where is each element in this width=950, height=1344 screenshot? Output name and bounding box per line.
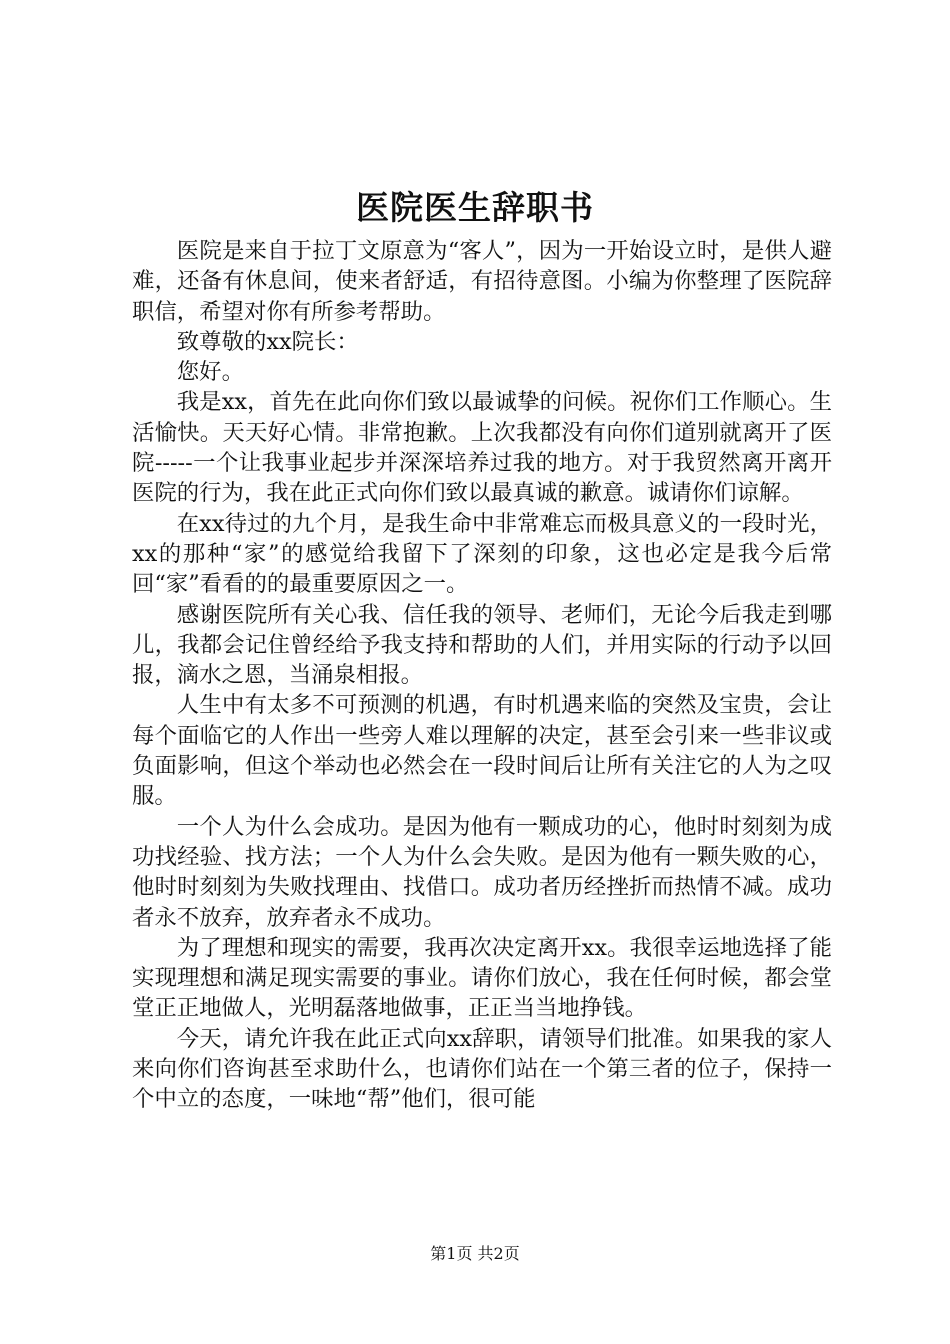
paragraph: 我是xx，首先在此向你们致以最诚挚的问候。祝你们工作顺心。生活愉快。天天好心情。非常抱歉。上次我都没有向你们道别就离开了医院-----一个让我事业起步并深深培养过我的地方。对于我贸然离开离开医院的行为，我在此正式向你们致以最真诚的歉意。诚请你们谅解。: [132, 389, 832, 507]
document-body: [132, 236, 832, 1115]
paragraph-intro: 医院是来自于拉丁文原意为“客人”，因为一开始设立时，是供人避难，还备有休息间，使来者舒适，有招待意图。小编为你整理了医院辞职信，希望对你有所参考帮助。: [132, 238, 832, 325]
paragraph: 在xx待过的九个月，是我生命中非常难忘而极具意义的一段时光，xx的那种“家”的感觉给我留下了深刻的印象，这也必定是我今后常回“家”看看的的最重要原因之一。: [132, 510, 832, 598]
page-number-footer: 第1页 共2页: [430, 1244, 520, 1263]
paragraph: 一个人为什么会成功。是因为他有一颗成功的心，他时时刻刻为成功找经验、找方法；一个人为什么会失败。是因为他有一颗失败的心，他时时刻刻为失败找理由、找借口。成功者历经挫折而热情不减。成功者永不放弃，放弃者永不成功。: [132, 813, 832, 931]
paragraph: 为了理想和现实的需要，我再次决定离开xx。我很幸运地选择了能实现理想和满足现实需要的事业。请你们放心，我在任何时候，都会堂堂正正地做人，光明磊落地做事，正正当当地挣钱。: [132, 934, 832, 1022]
paragraph: 今天，请允许我在此正式向xx辞职，请领导们批准。如果我的家人来向你们咨询甚至求助什么，也请你们站在一个第三者的位子，保持一个中立的态度，一味地“帮”他们，很可能: [132, 1025, 832, 1113]
paragraph: 感谢医院所有关心我、信任我的领导、老师们，无论今后我走到哪儿，我都会记住曾经给予我支持和帮助的人们，并用实际的行动予以回报，滴水之恩，当涌泉相报。: [132, 601, 832, 689]
paragraph: 人生中有太多不可预测的机遇，有时机遇来临的突然及宝贵，会让每个面临它的人作出一些旁人难以理解的决定，甚至会引来一些非议或负面影响，但这个举动也必然会在一段时间后让所有关注它的人为之叹服。: [132, 692, 832, 810]
paragraph-greeting: 您好。: [176, 359, 244, 386]
paragraph-salutation: 致尊敬的xx院长：: [176, 328, 359, 355]
document-title: 医院医生辞职书: [356, 188, 594, 227]
